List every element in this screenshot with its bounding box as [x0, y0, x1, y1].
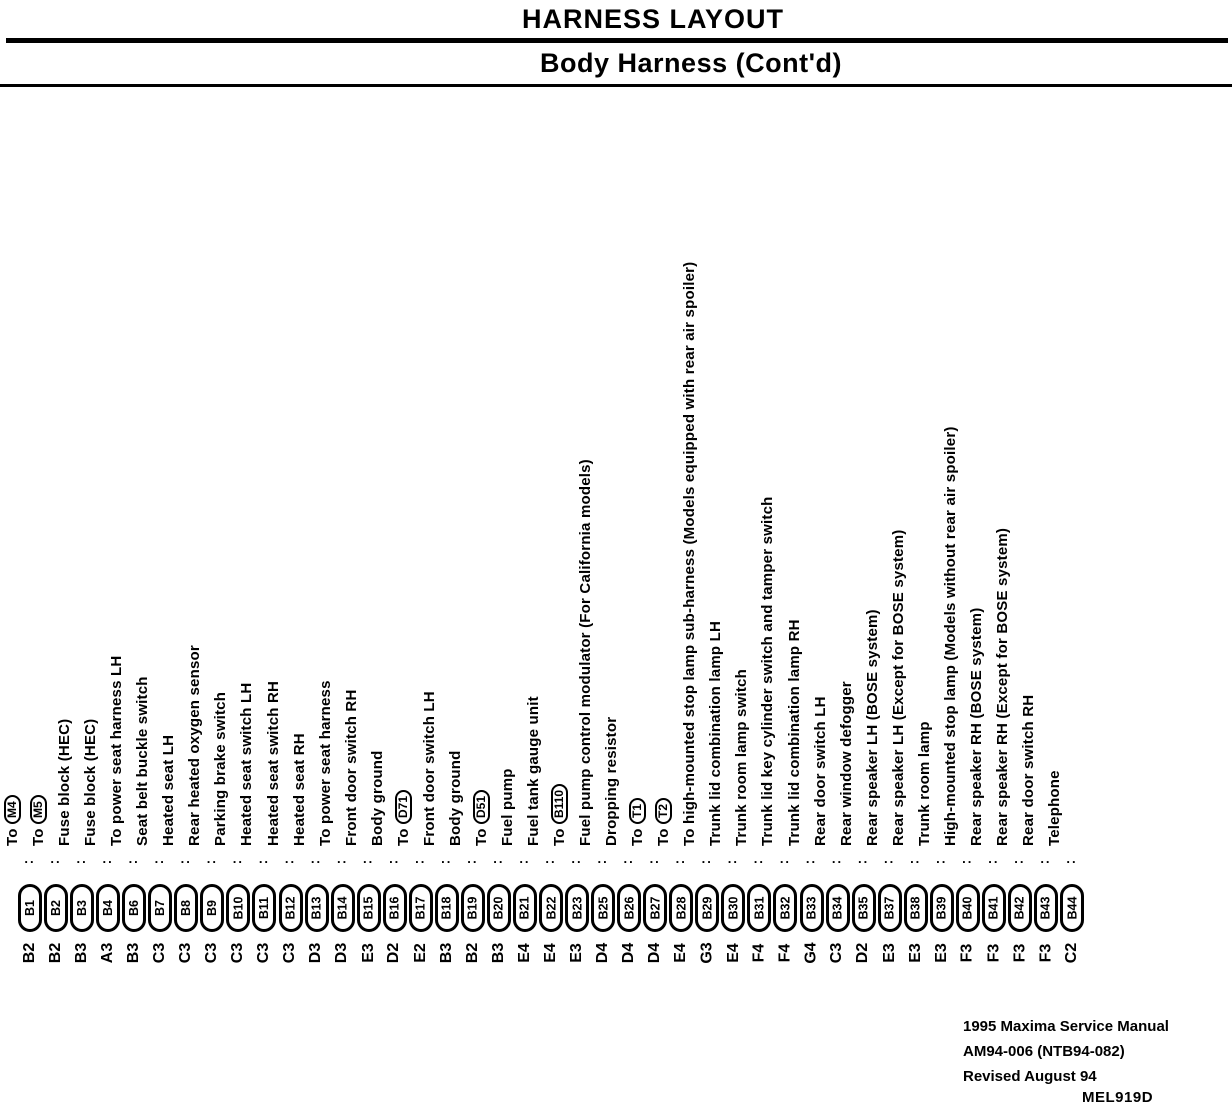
grid-reference [669, 934, 693, 972]
leader-dots: .. [805, 851, 818, 866]
leader-dots: .. [545, 851, 557, 866]
referenced-connector-capsule: D71 [395, 790, 412, 824]
connector-id: B40 [960, 896, 975, 920]
connector-label: To B110 [551, 784, 569, 846]
grid-reference-text: F4 [776, 943, 794, 963]
grid-reference-text: C3 [229, 942, 247, 964]
connector-id: B12 [283, 896, 298, 920]
grid-reference-text: D2 [854, 942, 872, 964]
grid-reference-text: B2 [20, 942, 38, 964]
leader-dots: .. [50, 851, 62, 866]
footer-publication-number: AM94-006 (NTB94-082) [963, 1043, 1125, 1060]
referenced-connector-capsule: B110 [551, 784, 568, 824]
connector-label: Seat belt buckle switch [134, 676, 152, 846]
connector-label: Rear door switch LH [811, 696, 829, 846]
grid-reference [148, 934, 172, 972]
leader-dots: .. [962, 851, 974, 866]
grid-reference-text: C3 [828, 942, 846, 964]
section-subtitle: Body Harness (Cont'd) [540, 48, 842, 78]
connector-label: Fuse block (HEC) [82, 718, 100, 846]
grid-reference [747, 934, 771, 972]
grid-reference-text: D4 [594, 942, 612, 964]
connector-id-capsule [122, 884, 146, 932]
grid-reference-text: B3 [437, 942, 455, 964]
connector-id-capsule [226, 884, 250, 932]
leader-dots: .. [597, 851, 609, 866]
connector-id: B1 [22, 900, 37, 916]
page-title: HARNESS LAYOUT [521, 4, 785, 34]
grid-reference [904, 934, 928, 972]
grid-reference-text: G4 [802, 942, 820, 964]
grid-reference [96, 934, 120, 972]
grid-reference [252, 934, 276, 972]
connector-label: Rear speaker RH (BOSE system) [967, 607, 985, 846]
grid-reference-text: D3 [307, 942, 325, 964]
connector-id-capsule [591, 884, 615, 932]
connector-id: B43 [1038, 896, 1053, 920]
connector-id: B33 [804, 896, 819, 920]
grid-reference-text: D4 [646, 942, 664, 964]
connector-id-capsule [409, 884, 433, 932]
grid-reference-text: E4 [724, 943, 742, 963]
connector-label: Rear heated oxygen sensor [186, 645, 204, 846]
connector-id: B21 [517, 896, 532, 920]
grid-reference [1008, 934, 1032, 972]
connector-label: To high-mounted stop lamp sub-harness (Models equipped with rear air spoiler) [681, 261, 699, 846]
connector-id-capsule [1060, 884, 1084, 932]
grid-reference-text: E3 [880, 943, 898, 963]
grid-reference [982, 934, 1006, 972]
connector-label: To T1 [629, 798, 647, 846]
connector-id-capsule [383, 884, 407, 932]
connector-label: To D51 [473, 790, 491, 846]
grid-reference [174, 934, 198, 972]
connector-id-capsule [930, 884, 954, 932]
connector-id-capsule [904, 884, 928, 932]
connector-id-capsule [252, 884, 276, 932]
leader-dots: .. [363, 851, 375, 866]
grid-reference-text: E4 [541, 943, 559, 963]
connector-label: To D71 [395, 790, 413, 846]
connector-id-capsule [174, 884, 198, 932]
leader-dots: .. [753, 851, 765, 866]
connector-label: To M5 [30, 795, 48, 846]
leader-dots: .. [727, 851, 739, 866]
leader-dots: .. [675, 851, 687, 866]
connector-id-capsule [695, 884, 719, 932]
leader-dots: .. [701, 851, 713, 866]
connector-label: Trunk lid key cylinder switch and tamper switch [759, 496, 777, 846]
connector-id-capsule [617, 884, 641, 932]
connector-label: Rear window defogger [837, 681, 855, 846]
connector-id-capsule [70, 884, 94, 932]
grid-reference-text: E3 [906, 943, 924, 963]
leader-dots: .. [258, 851, 271, 866]
connector-id: B30 [726, 896, 741, 920]
connector-id-capsule [747, 884, 771, 932]
grid-reference-text: A3 [99, 942, 117, 964]
grid-reference-text: C2 [1062, 942, 1080, 964]
leader-dots: .. [102, 851, 114, 866]
grid-reference [279, 934, 303, 972]
grid-reference [357, 934, 381, 972]
leader-dots: .. [232, 851, 244, 866]
grid-reference-text: E3 [932, 943, 950, 963]
grid-reference [513, 934, 537, 972]
connector-id: B37 [882, 896, 897, 920]
connector-id: B2 [49, 900, 64, 916]
grid-reference [226, 934, 250, 972]
grid-reference-text: C3 [203, 942, 221, 964]
leader-dots: .. [180, 851, 192, 866]
connector-label: Fuse block (HEC) [56, 718, 74, 846]
connector-id-capsule [1008, 884, 1032, 932]
connector-id-capsule [487, 884, 511, 932]
grid-reference-text: F3 [1010, 943, 1028, 963]
leader-dots: .. [389, 851, 401, 866]
connector-label: Dropping resistor [603, 716, 621, 846]
leader-dots: .. [154, 851, 166, 866]
connector-id-capsule [279, 884, 303, 932]
grid-reference [200, 934, 224, 972]
connector-id: B22 [544, 896, 558, 920]
connector-label: Fuel pump control modulator (For California models) [577, 459, 595, 846]
grid-reference-text: F3 [958, 943, 976, 963]
connector-id: B29 [700, 896, 715, 920]
connector-id-capsule [331, 884, 355, 932]
connector-id: B38 [908, 896, 923, 920]
connector-id-capsule [878, 884, 902, 932]
connector-label: Trunk room lamp switch [733, 669, 751, 846]
connector-label: To M4 [4, 795, 22, 846]
grid-reference [331, 934, 355, 972]
referenced-connector-capsule: T1 [629, 798, 646, 824]
grid-reference-text: G3 [698, 942, 716, 964]
leader-dots: .. [76, 851, 88, 866]
connector-id: B15 [361, 896, 376, 920]
leader-dots: .. [1066, 851, 1078, 866]
connector-label: Trunk room lamp [915, 721, 933, 846]
connector-label: Body ground [446, 750, 464, 846]
grid-reference [487, 934, 511, 972]
grid-reference [1060, 934, 1084, 972]
leader-dots: .. [910, 851, 922, 866]
connector-id: B14 [335, 896, 350, 920]
grid-reference-text: D3 [333, 942, 351, 964]
connector-id-capsule [96, 884, 120, 932]
connector-id: B7 [153, 900, 168, 916]
grid-reference [956, 934, 980, 972]
grid-reference [70, 934, 94, 972]
connector-id-capsule [721, 884, 745, 932]
footer-block [963, 1014, 1169, 1089]
grid-reference [591, 934, 615, 972]
connector-id: B18 [439, 896, 454, 920]
connector-id-capsule [18, 884, 42, 932]
title-rule [6, 38, 1228, 43]
grid-reference-text: C3 [151, 942, 169, 964]
grid-reference-text: F3 [1036, 943, 1054, 963]
leader-dots: .. [336, 851, 349, 866]
leader-dots: .. [415, 851, 427, 866]
leader-dots: .. [623, 851, 635, 866]
connector-id-capsule [1034, 884, 1058, 932]
connector-label: Fuel tank gauge unit [525, 696, 542, 846]
connector-id: B26 [622, 896, 637, 920]
connector-label: Front door switch LH [420, 691, 438, 846]
connector-id-capsule [539, 884, 563, 932]
grid-reference [852, 934, 876, 972]
grid-reference [773, 934, 797, 972]
leader-dots: .. [649, 851, 661, 866]
grid-reference [383, 934, 407, 972]
grid-reference-text: B2 [463, 942, 481, 964]
leader-dots: .. [831, 851, 844, 866]
grid-reference [643, 934, 667, 972]
footer-manual-name: 1995 Maxima Service Manual [963, 1018, 1169, 1035]
leader-dots: .. [493, 851, 505, 866]
grid-reference [122, 934, 146, 972]
connector-label: Fuel pump [498, 768, 516, 846]
connector-id: B17 [413, 896, 428, 920]
connector-label: Rear door switch RH [1019, 694, 1037, 846]
grid-reference [461, 934, 485, 972]
connector-id: B28 [674, 896, 689, 920]
grid-reference-text: B2 [47, 942, 65, 964]
connector-label: Parking brake switch [212, 691, 230, 846]
grid-reference [18, 934, 42, 972]
leader-dots: .. [884, 851, 896, 866]
connector-id-capsule [461, 884, 485, 932]
connector-label: High-mounted stop lamp (Models without rear air spoiler) [941, 426, 959, 846]
connector-label: Telephone [1046, 770, 1063, 846]
connector-id-capsule [44, 884, 68, 932]
connector-label: Body ground [368, 750, 386, 846]
grid-reference [539, 934, 563, 972]
referenced-connector-capsule: T2 [655, 798, 672, 824]
connector-id-capsule [669, 884, 693, 932]
connector-label: Rear speaker LH (BOSE system) [863, 609, 881, 846]
figure-code: MEL919D [1082, 1089, 1154, 1106]
referenced-connector-capsule: M4 [4, 795, 21, 824]
grid-reference-text: C3 [281, 942, 299, 964]
connector-label: To T2 [655, 798, 673, 846]
leader-dots: .. [571, 851, 583, 866]
connector-id: B20 [491, 896, 506, 920]
connector-id: B32 [778, 896, 793, 920]
grid-reference [878, 934, 902, 972]
referenced-connector-capsule: D51 [473, 790, 490, 824]
connector-label: Trunk lid combination lamp LH [707, 621, 725, 846]
connector-id: B6 [127, 900, 142, 916]
grid-reference-text: C3 [177, 942, 195, 964]
connector-label: Rear speaker RH (Except for BOSE system) [993, 527, 1011, 846]
grid-reference [565, 934, 589, 972]
grid-reference-text: E4 [515, 943, 533, 963]
grid-reference-text: B3 [125, 942, 143, 964]
connector-id-capsule [852, 884, 876, 932]
grid-reference [800, 934, 824, 972]
leader-dots: .. [1040, 851, 1052, 866]
grid-reference [930, 934, 954, 972]
leader-dots: .. [284, 851, 297, 866]
connector-id-capsule [643, 884, 667, 932]
leader-dots: .. [519, 851, 531, 866]
connector-label: Heated seat switch RH [264, 680, 282, 846]
connector-id-capsule [357, 884, 381, 932]
connector-label: Trunk lid combination lamp RH [785, 619, 803, 846]
grid-reference-text: B3 [73, 942, 91, 964]
grid-reference [435, 934, 459, 972]
connector-id: B19 [465, 896, 480, 920]
connector-id: B13 [309, 896, 324, 920]
connector-label: To power seat harness [316, 680, 334, 846]
connector-id-capsule [773, 884, 797, 932]
connector-id: B8 [179, 900, 194, 916]
grid-reference [617, 934, 641, 972]
connector-id-capsule [513, 884, 537, 932]
grid-reference-text: D2 [385, 942, 403, 964]
subtitle-rule [0, 84, 1232, 87]
connector-id: B44 [1065, 896, 1079, 920]
grid-reference [409, 934, 433, 972]
grid-reference-text: D4 [620, 942, 638, 964]
connector-id: B42 [1012, 896, 1027, 920]
leader-dots: .. [128, 851, 140, 866]
connector-id: B34 [830, 896, 845, 920]
connector-id-capsule [435, 884, 459, 932]
connector-label: Heated seat switch LH [238, 682, 256, 846]
connector-label: Front door switch RH [342, 689, 360, 846]
leader-dots: .. [1014, 851, 1026, 866]
referenced-connector-capsule: M5 [30, 795, 47, 824]
connector-id: B11 [257, 896, 272, 920]
leader-dots: .. [988, 851, 1000, 866]
grid-reference-text: E3 [359, 943, 377, 963]
connector-label: To power seat harness LH [108, 655, 126, 846]
connector-id: B31 [752, 896, 767, 920]
connector-id-capsule [200, 884, 224, 932]
connector-id: B9 [205, 900, 220, 916]
connector-id-capsule [148, 884, 172, 932]
connector-id: B3 [75, 900, 90, 916]
connector-id-capsule [305, 884, 329, 932]
grid-reference [305, 934, 329, 972]
footer-revision: Revised August 94 [963, 1068, 1097, 1085]
grid-reference [44, 934, 68, 972]
grid-reference [826, 934, 850, 972]
leader-dots: .. [779, 851, 792, 866]
connector-id-capsule [826, 884, 850, 932]
leader-dots: .. [467, 851, 479, 866]
connector-label: Heated seat RH [290, 733, 308, 846]
connector-id: B41 [986, 896, 1001, 920]
leader-dots: .. [936, 851, 948, 866]
grid-reference-text: F4 [750, 943, 768, 963]
grid-reference [1034, 934, 1058, 972]
grid-reference [695, 934, 719, 972]
grid-reference [721, 934, 745, 972]
connector-id-capsule [800, 884, 824, 932]
grid-reference-text: E4 [672, 943, 690, 963]
connector-id: B39 [934, 896, 949, 920]
leader-dots: .. [206, 851, 218, 866]
connector-id: B4 [101, 900, 116, 916]
connector-label: Rear speaker LH (Except for BOSE system) [889, 529, 907, 846]
leader-dots: .. [441, 851, 453, 866]
connector-id-capsule [956, 884, 980, 932]
grid-reference-text: E3 [568, 943, 586, 963]
connector-id: B23 [570, 896, 585, 920]
grid-reference-text: C3 [255, 942, 273, 964]
grid-reference-text: F3 [984, 943, 1002, 963]
connector-id: B25 [596, 896, 611, 920]
connector-id: B35 [856, 896, 871, 920]
connector-label: Heated seat LH [160, 734, 178, 846]
connector-id: B10 [231, 896, 246, 920]
connector-id: B16 [387, 896, 402, 920]
connector-id-capsule [565, 884, 589, 932]
connector-id: B27 [648, 896, 663, 920]
grid-reference-text: B3 [489, 942, 507, 964]
leader-dots: .. [24, 851, 36, 866]
leader-dots: .. [857, 851, 870, 866]
connector-id-capsule [982, 884, 1006, 932]
grid-reference-text: E2 [411, 943, 429, 963]
leader-dots: .. [310, 851, 323, 866]
